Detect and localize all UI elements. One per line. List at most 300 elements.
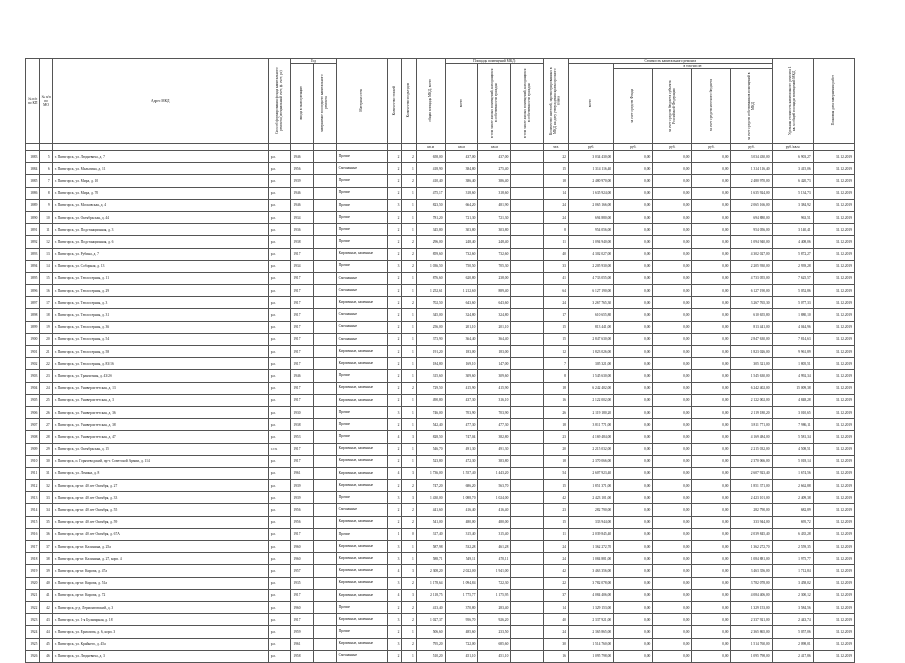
cell-num-total: 1920 [26, 577, 40, 589]
cell-floors: 2 [388, 394, 402, 406]
cell-floors: 3 [388, 406, 402, 418]
cell-area-all: 1 212,60 [445, 285, 478, 297]
cell-floors: 4 [388, 565, 402, 577]
cell-wall-material: Прочие [336, 236, 387, 248]
cell-year-commission: 1917 [291, 589, 314, 601]
cell-year-commission: 1934 [291, 260, 314, 272]
table-row [26, 626, 855, 638]
cell-unit-cost: 3 458,02 [772, 577, 813, 589]
header-address: Адрес МКД [52, 59, 268, 144]
cell-unit-cost: 5 077,33 [772, 297, 813, 309]
cell-wall-material: Кирпичные, каменные [336, 553, 387, 565]
cell-wall-material: Кирпичные, каменные [336, 541, 387, 553]
cell-unit-cost: 7 986,11 [772, 419, 813, 431]
cell-address: г. Пятигорск, ул. Ермолова, д. 6, корп. 3 [52, 626, 268, 638]
cell-num-mo: 33 [40, 492, 52, 504]
cell-fund-method: р.о. [268, 528, 291, 540]
cell-address: г. Пятигорск, ул. Мира, д. 70 [52, 187, 268, 199]
cell-total-area: 490,80 [416, 394, 445, 406]
cell-area-residential: 233,50 [478, 626, 511, 638]
cell-area-owned [511, 382, 544, 394]
cell-area-residential: 386,40 [478, 175, 511, 187]
cell-year-last-repair [313, 541, 336, 553]
cell-year-last-repair [313, 528, 336, 540]
cell-year-last-repair [313, 297, 336, 309]
cell-area-all: 1 557,40 [445, 467, 478, 479]
cell-unit-cost: 6 435,28 [772, 528, 813, 540]
table-row [26, 650, 855, 662]
cell-floors: 2 [388, 272, 402, 284]
cell-year-commission: 1917 [291, 321, 314, 333]
cell-cost-region: 0,00 [653, 626, 692, 638]
cell-wall-material: Прочие [336, 370, 387, 382]
cell-num-total: 1924 [26, 626, 40, 638]
cell-entrances: 2 [402, 297, 416, 309]
cell-cost-total: 1 635 924,00 [568, 187, 613, 199]
cell-year-commission: 1961 [291, 467, 314, 479]
cell-entrances: 2 [402, 516, 416, 528]
cell-area-all: 451,10 [445, 650, 478, 662]
cell-fund-method: р.о. [268, 626, 291, 638]
cell-unit-cost: 4 044,96 [772, 321, 813, 333]
cell-floors: 1 [388, 528, 402, 540]
cell-deadline: 31.12.2019 [813, 419, 854, 431]
cell-cost-owners: 3 463 356,00 [731, 565, 772, 577]
table-row [26, 601, 855, 613]
cell-year-last-repair [313, 650, 336, 662]
cell-wall-material: Прочие [336, 187, 387, 199]
cell-cost-total: 2 337 921,00 [568, 614, 613, 626]
cell-residents: 24 [544, 211, 569, 223]
cell-total-area: 345,00 [416, 309, 445, 321]
cell-entrances: 1 [402, 285, 416, 297]
cell-total-area: 781,20 [416, 211, 445, 223]
table-row [26, 394, 855, 406]
cell-year-commission: 1956 [291, 163, 314, 175]
cell-year-last-repair [313, 199, 336, 211]
cell-num-mo: 45 [40, 638, 52, 650]
cell-cost-local: 0,00 [692, 163, 731, 175]
cell-num-total: 1922 [26, 601, 40, 613]
cell-num-total: 1903 [26, 370, 40, 382]
cell-wall-material: Смешанные [336, 309, 387, 321]
cell-floors: 3 [388, 260, 402, 272]
cell-entrances: 3 [402, 431, 416, 443]
cell-cost-total: 2 039 845,40 [568, 528, 613, 540]
cell-floors: 3 [388, 199, 402, 211]
cell-year-last-repair [313, 248, 336, 260]
cell-year-last-repair [313, 346, 336, 358]
cell-num-mo: 41 [40, 589, 52, 601]
cell-residents: 11 [544, 236, 569, 248]
cell-residents: 15 [544, 321, 569, 333]
cell-area-all: 643,60 [445, 297, 478, 309]
cell-area-all: 480,00 [445, 516, 478, 528]
cell-total-area: 658,00 [416, 151, 445, 163]
cell-unit-cost: 7 814,63 [772, 333, 813, 345]
cell-cost-region: 0,00 [653, 431, 692, 443]
cell-residents: 7 [544, 358, 569, 370]
header-fund-method: Способ формирования фонда капитального ремонта (специальный счет, ф. счет, рс) [268, 59, 291, 144]
cell-cost-fund: 0,00 [614, 151, 653, 163]
cell-area-owned [511, 577, 544, 589]
cell-residents: 24 [544, 626, 569, 638]
cell-total-area: 1 252,61 [416, 285, 445, 297]
cell-year-last-repair [313, 394, 336, 406]
cell-fund-method: р.о. [268, 199, 291, 211]
cell-wall-material: Кирпичные, каменные [336, 467, 387, 479]
cell-year-commission: 1936 [291, 224, 314, 236]
cell-cost-local: 0,00 [692, 272, 731, 284]
cell-deadline: 31.12.2019 [813, 358, 854, 370]
cell-cost-local: 0,00 [692, 650, 731, 662]
cell-area-owned [511, 272, 544, 284]
cell-num-mo: 30 [40, 455, 52, 467]
cell-deadline: 31.12.2019 [813, 297, 854, 309]
cell-entrances: 0 [402, 528, 416, 540]
cell-entrances: 1 [402, 541, 416, 553]
cell-cost-region: 0,00 [653, 248, 692, 260]
cell-wall-material: Прочие [336, 151, 387, 163]
cell-cost-local: 0,00 [692, 248, 731, 260]
cell-cost-region: 0,00 [653, 614, 692, 626]
cell-address: г. Пятигорск, ул. Теплосерная, д. 31 [52, 309, 268, 321]
cell-num-total: 1894 [26, 260, 40, 272]
cell-deadline: 31.12.2019 [813, 333, 854, 345]
cell-deadline: 31.12.2019 [813, 236, 854, 248]
cell-num-mo: 9 [40, 199, 52, 211]
cell-entrances: 1 [402, 199, 416, 211]
cell-num-mo: 16 [40, 285, 52, 297]
cell-year-commission: 1946 [291, 187, 314, 199]
unit-cost-total: руб. [568, 144, 613, 151]
cell-area-owned [511, 321, 544, 333]
cell-area-residential: 1 443,20 [478, 467, 511, 479]
table-row [26, 236, 855, 248]
cell-year-commission: 1917 [291, 248, 314, 260]
cell-area-all: 386,40 [445, 175, 478, 187]
cell-cost-total: 6 127 190,00 [568, 285, 613, 297]
cell-num-total: 1919 [26, 565, 40, 577]
cell-entrances: 3 [402, 467, 416, 479]
cell-floors: 2 [388, 516, 402, 528]
cell-cost-region: 0,00 [653, 333, 692, 345]
cell-num-mo: 6 [40, 163, 52, 175]
cell-area-all: 472,30 [445, 455, 478, 467]
cell-entrances: 1 [402, 455, 416, 467]
cell-unit-cost: 5 872,27 [772, 248, 813, 260]
cell-cost-local: 0,00 [692, 224, 731, 236]
cell-area-residential: 183,00 [478, 346, 511, 358]
cell-num-total: 1925 [26, 638, 40, 650]
cell-unit-cost: 682,89 [772, 504, 813, 516]
cell-deadline: 31.12.2019 [813, 626, 854, 638]
cell-year-last-repair [313, 321, 336, 333]
cell-area-owned [511, 589, 544, 601]
cell-num-total: 1904 [26, 382, 40, 394]
unit-area-residential: кв.м [478, 144, 511, 151]
cell-cost-fund: 0,00 [614, 346, 653, 358]
header-cost-region: за счет средств бюджета субъекта Российской Федерации [653, 69, 692, 144]
cell-entrances: 1 [402, 309, 416, 321]
cell-residents: 16 [544, 650, 569, 662]
cell-cost-fund: 0,00 [614, 272, 653, 284]
cell-year-commission: 1917 [291, 394, 314, 406]
cell-unit-cost: 1 674,56 [772, 467, 813, 479]
cell-year-last-repair [313, 285, 336, 297]
cell-cost-total: 1 362 272,70 [568, 541, 613, 553]
table-row [26, 577, 855, 589]
cell-cost-owners: 2 065 166,00 [731, 199, 772, 211]
table-row [26, 516, 855, 528]
cell-cost-owners: 4 733 055,00 [731, 272, 772, 284]
cell-cost-total: 4 169 484,00 [568, 431, 613, 443]
cell-area-all: 491,30 [445, 443, 478, 455]
cell-num-total: 1916 [26, 528, 40, 540]
cell-address: г. Пятигорск, ул. Теплосерная, д. 11 [52, 272, 268, 284]
cell-num-mo: 5 [40, 151, 52, 163]
cell-area-residential: 703,90 [478, 406, 511, 418]
cell-year-last-repair [313, 614, 336, 626]
cell-wall-material: Кирпичные, каменные [336, 516, 387, 528]
cell-area-residential: 481,90 [478, 199, 511, 211]
cell-cost-local: 0,00 [692, 370, 731, 382]
cell-entrances: 2 [402, 601, 416, 613]
cell-cost-local: 0,00 [692, 394, 731, 406]
cell-fund-method: р.о. [268, 406, 291, 418]
cell-unit-cost: 2 662,88 [772, 480, 813, 492]
cell-floors: 2 [388, 504, 402, 516]
cell-num-mo: 39 [40, 565, 52, 577]
cell-floors: 2 [388, 224, 402, 236]
cell-cost-fund: 0,00 [614, 516, 653, 528]
cell-area-residential: 318,60 [478, 187, 511, 199]
cell-cost-region: 0,00 [653, 175, 692, 187]
cell-total-area: 746,00 [416, 406, 445, 418]
cell-cost-fund: 0,00 [614, 455, 653, 467]
cell-total-area: 587,98 [416, 541, 445, 553]
cell-deadline: 31.12.2019 [813, 565, 854, 577]
cell-area-owned [511, 370, 544, 382]
cell-residents: 18 [544, 419, 569, 431]
cell-total-area: 876,60 [416, 272, 445, 284]
cell-fund-method: р.о. [268, 236, 291, 248]
cell-unit-cost: 1 712,84 [772, 565, 813, 577]
cell-wall-material: Кирпичные, каменные [336, 443, 387, 455]
cell-cost-owners: 2 423 101,00 [731, 492, 772, 504]
cell-num-total: 1918 [26, 553, 40, 565]
cell-cost-total: 1 094 940,00 [568, 236, 613, 248]
cell-fund-method: р.о. [268, 321, 291, 333]
cell-cost-fund: 0,00 [614, 333, 653, 345]
cell-fund-method: р.о. [268, 455, 291, 467]
cell-num-total: 1900 [26, 333, 40, 345]
header-unit-cost: Удельная стоимость капитального ремонта 1 кв. м общей площади помещений МКД [772, 59, 813, 144]
cell-cost-fund: 0,00 [614, 565, 653, 577]
cell-fund-method: р.о. [268, 504, 291, 516]
table-row [26, 151, 855, 163]
cell-cost-fund: 0,00 [614, 650, 653, 662]
cell-unit-cost: 963,51 [772, 211, 813, 223]
header-cost-local: за счет средств местного бюджета [692, 69, 731, 144]
cell-address: г. Пятигорск, пр-кт. 40 лет Октября, д. 55 [52, 504, 268, 516]
cell-entrances: 2 [402, 248, 416, 260]
cell-num-mo: 38 [40, 553, 52, 565]
cell-address: г. Пятигорск, ул. Университетская, д. 13 [52, 382, 268, 394]
cell-year-commission: 1956 [291, 504, 314, 516]
cell-floors: 2 [388, 443, 402, 455]
cell-area-owned [511, 358, 544, 370]
cell-total-area: 1 736,00 [416, 467, 445, 479]
cell-area-all: 1 088,70 [445, 492, 478, 504]
cell-cost-fund: 0,00 [614, 406, 653, 418]
cell-year-last-repair [313, 601, 336, 613]
cell-address: г. Пятигорск, пр-кт. 40 лет Октября, д. 27 [52, 480, 268, 492]
cell-year-commission: 1917 [291, 455, 314, 467]
cell-residents: 23 [544, 431, 569, 443]
cell-fund-method: р.о. [268, 187, 291, 199]
cell-total-area: 546,70 [416, 443, 445, 455]
cell-cost-total: 2 119 180,20 [568, 406, 613, 418]
cell-area-owned [511, 236, 544, 248]
cell-cost-local: 0,00 [692, 541, 731, 553]
cell-address: г. Пятигорск, ул. Транзитная, д. 43/2б [52, 370, 268, 382]
cell-fund-method: р.о. [268, 419, 291, 431]
cell-num-total: 1907 [26, 419, 40, 431]
unit-total-area: кв.м [416, 144, 445, 151]
cell-area-all: 664,20 [445, 199, 478, 211]
cell-total-area: 795,20 [416, 638, 445, 650]
unit-cost-owners: руб. [731, 144, 772, 151]
cell-area-all: 732,60 [445, 248, 478, 260]
units-row [26, 144, 855, 151]
cell-floors: 2 [388, 187, 402, 199]
cell-cost-total: 610 655,80 [568, 309, 613, 321]
cell-year-commission: 1938 [291, 419, 314, 431]
cell-unit-cost: 7 625,57 [772, 272, 813, 284]
cell-num-mo: 8 [40, 187, 52, 199]
cell-area-residential: 416,40 [478, 504, 511, 516]
cell-deadline: 31.12.2019 [813, 480, 854, 492]
cell-wall-material: Прочие [336, 224, 387, 236]
cell-address: г. Пятигорск, ул. Людкевича, д. 7 [52, 151, 268, 163]
cell-num-total: 1913 [26, 492, 40, 504]
cell-wall-material: Смешанные [336, 163, 387, 175]
cell-cost-total: 1 095 798,00 [568, 650, 613, 662]
cell-address: г. Пятигорск, ул. Университетская, д. 3 [52, 394, 268, 406]
table-row [26, 187, 855, 199]
cell-entrances: 1 [402, 346, 416, 358]
cell-entrances: 1 [402, 443, 416, 455]
cell-area-residential: 491,30 [478, 443, 511, 455]
cell-cost-fund: 0,00 [614, 248, 653, 260]
cell-unit-cost: 9 961,89 [772, 346, 813, 358]
header-area-all: всего [445, 64, 478, 144]
cell-deadline: 31.12.2019 [813, 431, 854, 443]
cell-unit-cost: 2 417,86 [772, 650, 813, 662]
cell-cost-fund: 0,00 [614, 431, 653, 443]
cell-area-residential: 309,60 [478, 370, 511, 382]
cell-year-commission: 1917 [291, 528, 314, 540]
cell-cost-owners: 3 267 765,30 [731, 297, 772, 309]
cell-floors: 3 [388, 541, 402, 553]
cell-area-owned [511, 199, 544, 211]
header-wall-material: Материал стен [336, 59, 387, 144]
cell-deadline: 31.12.2019 [813, 163, 854, 175]
cell-unit-cost: 4 992,34 [772, 370, 813, 382]
cell-year-last-repair [313, 443, 336, 455]
unit-unit-cost: руб./кв.м [772, 144, 813, 151]
cell-num-mo: 24 [40, 382, 52, 394]
cell-cost-local: 0,00 [692, 199, 731, 211]
cell-cost-total: 1 314 116,40 [568, 163, 613, 175]
cell-year-commission: 1939 [291, 175, 314, 187]
cell-cost-local: 0,00 [692, 614, 731, 626]
cell-floors: 2 [388, 248, 402, 260]
cell-deadline: 31.12.2019 [813, 260, 854, 272]
table-row [26, 248, 855, 260]
cell-unit-cost: 5 134,73 [772, 187, 813, 199]
cell-floors: 2 [388, 163, 402, 175]
cell-entrances: 2 [402, 151, 416, 163]
cell-area-residential: 721,30 [478, 211, 511, 223]
cell-cost-local: 0,00 [692, 553, 731, 565]
cell-deadline: 31.12.2019 [813, 492, 854, 504]
cell-area-owned [511, 455, 544, 467]
cell-area-residential: 415,90 [478, 382, 511, 394]
cell-area-residential: 705,30 [478, 260, 511, 272]
cell-cost-total: 2 607 923,40 [568, 467, 613, 479]
cell-num-total: 1889 [26, 199, 40, 211]
cell-area-all: 309,60 [445, 370, 478, 382]
cell-deadline: 31.12.2019 [813, 650, 854, 662]
cell-year-commission: 1959 [291, 626, 314, 638]
cell-cost-owners: 2 480 970,00 [731, 175, 772, 187]
cell-area-all: 364,40 [445, 333, 478, 345]
cell-cost-fund: 0,00 [614, 236, 653, 248]
cell-deadline: 31.12.2019 [813, 346, 854, 358]
cell-num-mo: 36 [40, 528, 52, 540]
cell-cost-owners: 813 441,00 [731, 321, 772, 333]
cell-year-last-repair [313, 516, 336, 528]
cell-area-residential: 926,20 [478, 614, 511, 626]
cell-wall-material: Кирпичные, каменные [336, 614, 387, 626]
cell-cost-fund: 0,00 [614, 187, 653, 199]
cell-address: г. Пятигорск, пр-кт. 40 лет Октября, д. 59 [52, 516, 268, 528]
cell-residents: 18 [544, 455, 569, 467]
table-row [26, 504, 855, 516]
cell-num-total: 1902 [26, 358, 40, 370]
cell-total-area: 729,50 [416, 382, 445, 394]
table-row [26, 163, 855, 175]
cell-cost-local: 0,00 [692, 638, 731, 650]
cell-cost-local: 0,00 [692, 358, 731, 370]
cell-wall-material: Кирпичные, каменные [336, 638, 387, 650]
cell-area-residential: 248,40 [478, 236, 511, 248]
cell-unit-cost: 4 848,28 [772, 394, 813, 406]
cell-address: г. Пятигорск, пр-кт. Калинина, д. 25а [52, 541, 268, 553]
cell-area-residential: 451,10 [478, 650, 511, 662]
cell-deadline: 31.12.2019 [813, 370, 854, 382]
cell-fund-method: р.о. [268, 394, 291, 406]
cell-wall-material: Смешанные [336, 333, 387, 345]
table-row [26, 638, 855, 650]
cell-fund-method: р.о. [268, 285, 291, 297]
cell-area-all: 722,00 [445, 638, 478, 650]
cell-cost-owners: 2 607 923,40 [731, 467, 772, 479]
cell-address: г. Пятигорск, ул. Крайнего, д. 45а [52, 638, 268, 650]
table-row [26, 419, 855, 431]
